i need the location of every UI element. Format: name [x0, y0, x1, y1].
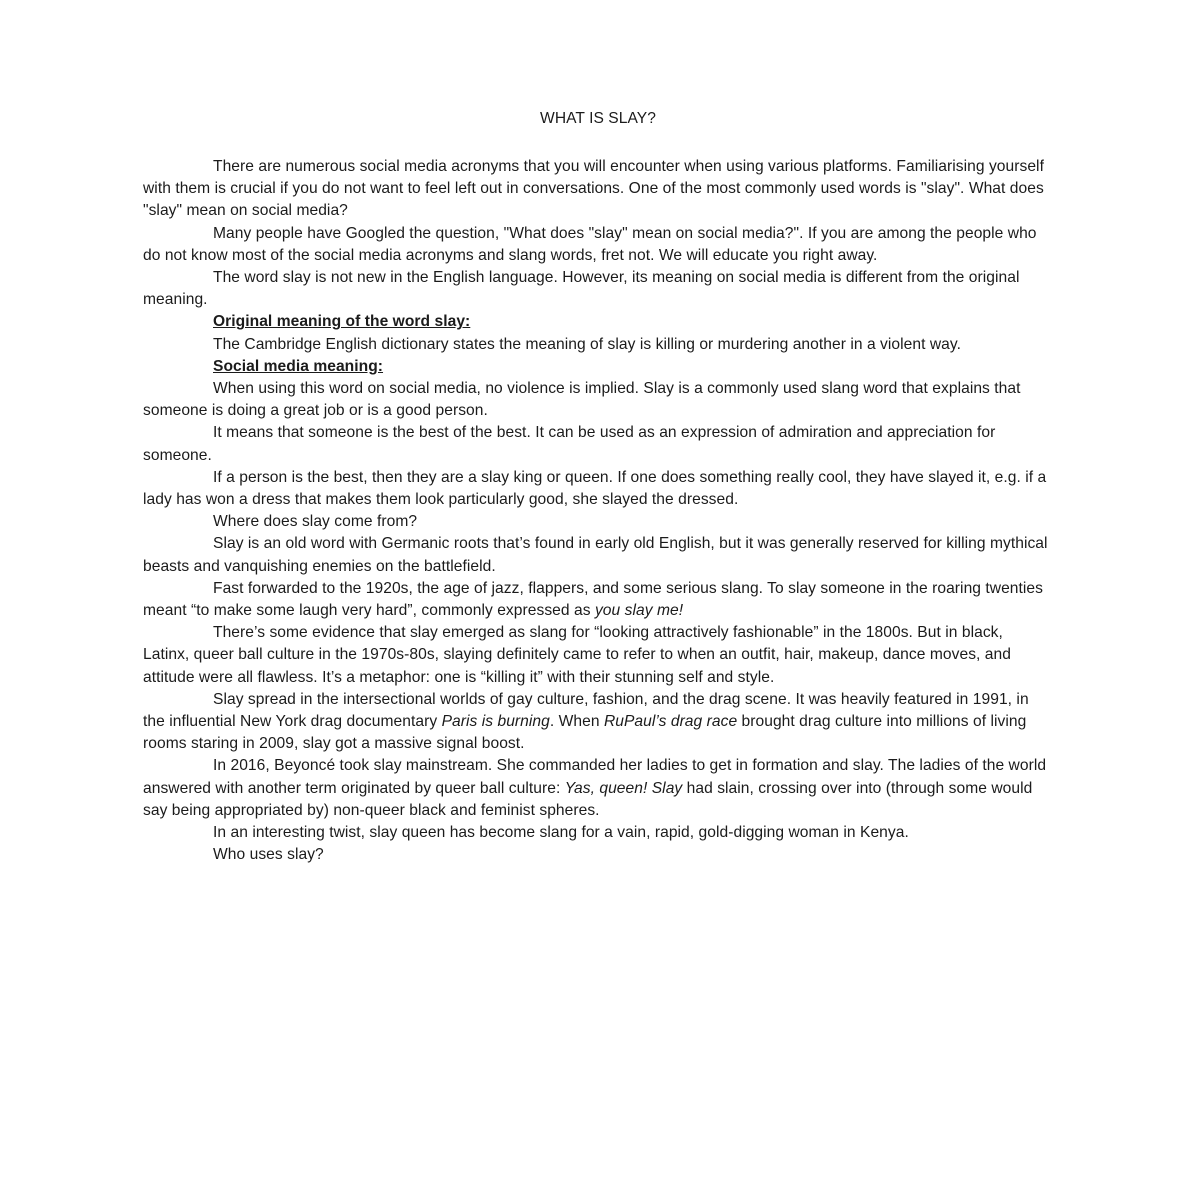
paragraph-origin-5 [143, 755, 1053, 822]
paragraph-origin-5-text-b: had slain, crossing over into (through some would say being appropriated by) non-queer black and feminist spheres. [143, 779, 1033, 819]
paragraph-googled: Many people have Googled the question, "What does "slay" mean on social media?". If you are among the people who do not know most of the social media acronyms and slang words, fret not. We will educate you right away. [143, 224, 1037, 264]
paragraph-origin-2-text: Fast forwarded to the 1920s, the age of jazz, flappers, and some serious slang. To slay someone in the roaring twenties meant “to make some laugh very hard”, commonly expressed as [143, 579, 1043, 620]
paragraph-origin-4-italic-1: Paris is burning [441, 713, 550, 731]
paragraph-origin-question: Where does slay come from? [213, 513, 418, 531]
paragraph-origin-2-italic: you slay me! [594, 602, 684, 620]
paragraph-origin-4-text-c: brought drag culture into millions of living rooms staring in 2009, slay got a massive signal boost. [143, 713, 1027, 753]
paragraph-not-new: The word slay is not new in the English language. However, its meaning on social media is different from the original meaning. [143, 269, 1020, 309]
document-body [143, 108, 1053, 867]
paragraph-origin-5-italic: Yas, queen! Slay [564, 779, 683, 797]
paragraph-origin-3: There’s some evidence that slay emerged as slang for “looking attractively fashionable” in the 1800s. But in black, Latinx, queer ball culture in the 1970s-80s, slaying definitely came to refer to when an outfit, hair, makeup, dance moves, and attitude were all flawless. It’s a metaphor: one is “killing it” with their stunning self and style. [143, 624, 1011, 686]
paragraph-origin-4-text-b: . When [549, 713, 604, 731]
heading-social-media-meaning: Social media meaning: [213, 357, 384, 375]
heading-original-meaning: Original meaning of the word slay: [213, 313, 471, 331]
document-title: WHAT IS SLAY? [540, 110, 656, 127]
paragraph-origin-4-italic-2: RuPaul’s drag race [603, 713, 738, 731]
paragraph-original-meaning: The Cambridge English dictionary states the meaning of slay is killing or murdering another in a violent way. [213, 335, 961, 353]
paragraph-origin-5-text-a: In 2016, Beyoncé took slay mainstream. She commanded her ladies to get in formation and slay. The ladies of the world answered with another term originated by queer ball culture: [143, 757, 1047, 797]
paragraph-social-1: When using this word on social media, no violence is implied. Slay is a commonly used slang word that explains that someone is doing a great job or is a good person. [143, 380, 1021, 420]
paragraph-origin-4-text-a: Slay spread in the intersectional worlds of gay culture, fashion, and the drag scene. It was heavily featured in 1991, in the influential New York drag documentary [143, 690, 1029, 731]
paragraph-who-uses: Who uses slay? [213, 846, 324, 864]
paragraph-origin-6: In an interesting twist, slay queen has become slang for a vain, rapid, gold-digging woman in Kenya. [213, 824, 909, 842]
paragraph-intro: There are numerous social media acronyms that you will encounter when using various platforms. Familiarising yourself with them is crucial if you do not want to feel left out in conversations. One of the most commonly used words is "slay". What does "slay" mean on social media? [143, 158, 1044, 220]
paragraph-social-3: If a person is the best, then they are a slay king or queen. If one does something really cool, they have slayed it, e.g. if a lady has won a dress that makes them look particularly good, she slayed the dressed. [143, 468, 1047, 509]
paragraph-origin-2 [143, 578, 1053, 622]
paragraph-social-2: It means that someone is the best of the best. It can be used as an expression of admiration and appreciation for someone. [143, 424, 996, 464]
paragraph-origin-4 [143, 689, 1053, 756]
paragraph-origin-1: Slay is an old word with Germanic roots that’s found in early old English, but it was generally reserved for killing mythical beasts and vanquishing enemies on the battlefield. [143, 535, 1048, 575]
